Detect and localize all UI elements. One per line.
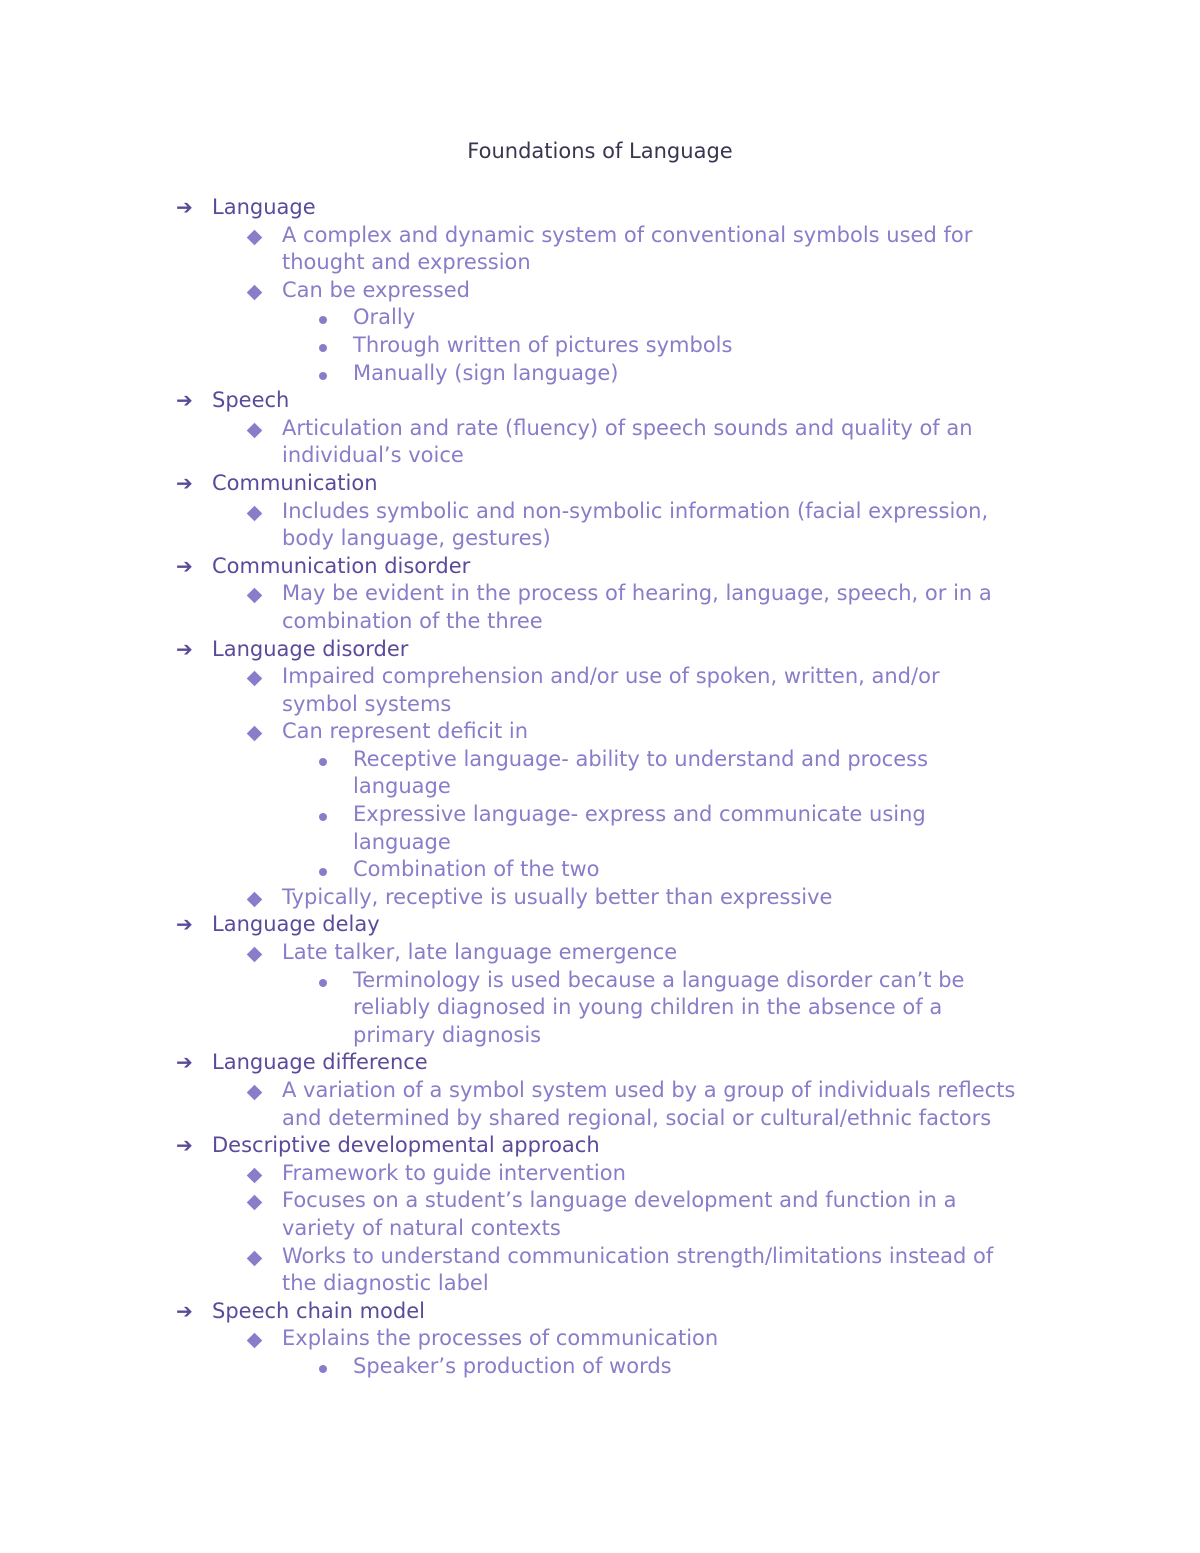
arrow-icon: ➔ [176, 388, 193, 413]
outline-heading [0, 553, 1200, 581]
outline-text-line: primary diagnosis [353, 1022, 542, 1047]
arrow-icon: ➔ [176, 470, 193, 495]
outline-text-line: individual’s voice [282, 443, 464, 468]
diamond-bullet-icon [247, 671, 261, 685]
outline-text-line: Language [212, 195, 316, 219]
diamond-bullet-icon [247, 1168, 261, 1182]
diamond-bullet-icon [247, 947, 261, 961]
outline-text-line: Language disorder [212, 636, 409, 661]
diamond-bullet-icon [247, 1333, 261, 1347]
diamond-bullet-icon [247, 726, 261, 740]
outline-text-line: A variation of a symbol system used by a group of individuals reflects [282, 1078, 1016, 1102]
outline-item [0, 332, 1200, 360]
outline-item [0, 1353, 1200, 1381]
outline-text-line: Includes symbolic and non-symbolic information (facial expression, [282, 498, 989, 523]
diamond-bullet-icon [247, 230, 261, 244]
outline-text-line: May be evident in the process of hearing, language, speech, or in a [282, 581, 992, 606]
outline-text-line: Communication disorder [212, 553, 471, 578]
outline-heading [0, 1298, 1200, 1326]
outline-text-line: reliably diagnosed in young children in the absence of a [353, 995, 943, 1020]
outline-text-line: Orally [353, 305, 416, 330]
outline-text-line: Impaired comprehension and/or use of spoken, written, and/or [282, 664, 940, 689]
outline-item [0, 1160, 1200, 1188]
diamond-bullet-icon [247, 285, 261, 299]
outline-text-line: Communication [212, 470, 378, 495]
diamond-bullet-icon [247, 423, 261, 437]
outline-text-line: Terminology is used because a language disorder can’t be [353, 967, 965, 992]
outline-heading [0, 387, 1200, 415]
outline-text-line: Framework to guide intervention [282, 1160, 626, 1185]
outline-item [0, 1187, 1200, 1242]
outline-text-line: Language difference [212, 1050, 428, 1075]
dot-bullet-icon [319, 316, 327, 324]
outline-text-line: Speaker’s production of words [353, 1353, 672, 1378]
outline-text-line: Focuses on a student’s language development and function in a [282, 1188, 957, 1213]
outline-item [0, 1325, 1200, 1353]
diamond-bullet-icon [247, 1085, 261, 1099]
outline-text-line: Language delay [212, 912, 380, 937]
outline-item [0, 939, 1200, 967]
dot-bullet-icon [319, 813, 327, 821]
outline-text-line: Explains the processes of communication [282, 1326, 719, 1351]
outline-text-line: Works to understand communication strength/limitations instead of [282, 1243, 994, 1268]
outline-text-line: Manually (sign language) [353, 360, 619, 385]
arrow-icon: ➔ [176, 1298, 193, 1323]
outline-heading [0, 194, 1200, 222]
arrow-icon: ➔ [176, 1133, 193, 1158]
dot-bullet-icon [319, 758, 327, 766]
outline-item [0, 415, 1200, 470]
outline-text-line: language [353, 829, 451, 854]
outline-heading [0, 1049, 1200, 1077]
outline-heading [0, 636, 1200, 664]
arrow-icon: ➔ [176, 195, 193, 219]
outline-text-line: combination of the three [282, 608, 543, 633]
dot-bullet-icon [319, 372, 327, 380]
outline-text-line: Receptive language- ability to understand and process [353, 746, 929, 771]
dot-bullet-icon [319, 1365, 327, 1373]
outline-heading [0, 1132, 1200, 1160]
outline-heading [0, 470, 1200, 498]
outline-text-line: variety of natural contexts [282, 1215, 561, 1240]
page-title: Foundations of Language [467, 139, 733, 163]
outline-text-line: Descriptive developmental approach [212, 1133, 600, 1158]
outline-heading [0, 911, 1200, 939]
outline-item [0, 580, 1200, 635]
outline-item [0, 498, 1200, 553]
diamond-bullet-icon [247, 892, 261, 906]
outline-text-line: the diagnostic label [282, 1271, 489, 1296]
diamond-bullet-icon [247, 1195, 261, 1209]
outline-item [0, 746, 1200, 801]
outline-item [0, 663, 1200, 718]
dot-bullet-icon [319, 979, 327, 987]
arrow-icon: ➔ [176, 636, 193, 661]
outline-text-line: language [353, 774, 451, 799]
diamond-bullet-icon [247, 588, 261, 602]
outline-item [0, 304, 1200, 332]
outline-item [0, 884, 1200, 912]
outline-text-line: Expressive language- express and communicate using [353, 802, 926, 827]
outline-item [0, 1077, 1200, 1132]
outline-text-line: A complex and dynamic system of conventional symbols used for [282, 222, 973, 247]
outline-item [0, 277, 1200, 305]
outline-text-line: body language, gestures) [282, 526, 551, 551]
outline-text-line: Late talker, late language emergence [282, 940, 678, 965]
outline-item [0, 1243, 1200, 1298]
outline-item [0, 801, 1200, 856]
outline-item [0, 360, 1200, 388]
outline-item [0, 967, 1200, 1050]
arrow-icon: ➔ [176, 1050, 193, 1075]
dot-bullet-icon [319, 868, 327, 876]
arrow-icon: ➔ [176, 553, 193, 578]
outline-text-line: Can be expressed [282, 277, 470, 302]
diamond-bullet-icon [247, 506, 261, 520]
outline-text-line: Typically, receptive is usually better than expressive [282, 884, 833, 909]
diamond-bullet-icon [247, 1251, 261, 1265]
notes-outline [0, 194, 1200, 1381]
outline-item [0, 856, 1200, 884]
outline-item [0, 718, 1200, 746]
outline-text-line: Articulation and rate (fluency) of speech sounds and quality of an [282, 415, 973, 440]
outline-item [0, 222, 1200, 277]
outline-text-line: thought and expression [282, 250, 531, 275]
outline-text-line: Combination of the two [353, 857, 600, 882]
outline-text-line: symbol systems [282, 691, 452, 716]
outline-text-line: Speech chain model [212, 1298, 425, 1323]
dot-bullet-icon [319, 344, 327, 352]
outline-text-line: and determined by shared regional, social or cultural/ethnic factors [282, 1105, 992, 1130]
outline-text-line: Speech [212, 388, 290, 413]
outline-text-line: Through written of pictures symbols [353, 332, 733, 357]
outline-text-line: Can represent deficit in [282, 719, 529, 744]
arrow-icon: ➔ [176, 912, 193, 937]
